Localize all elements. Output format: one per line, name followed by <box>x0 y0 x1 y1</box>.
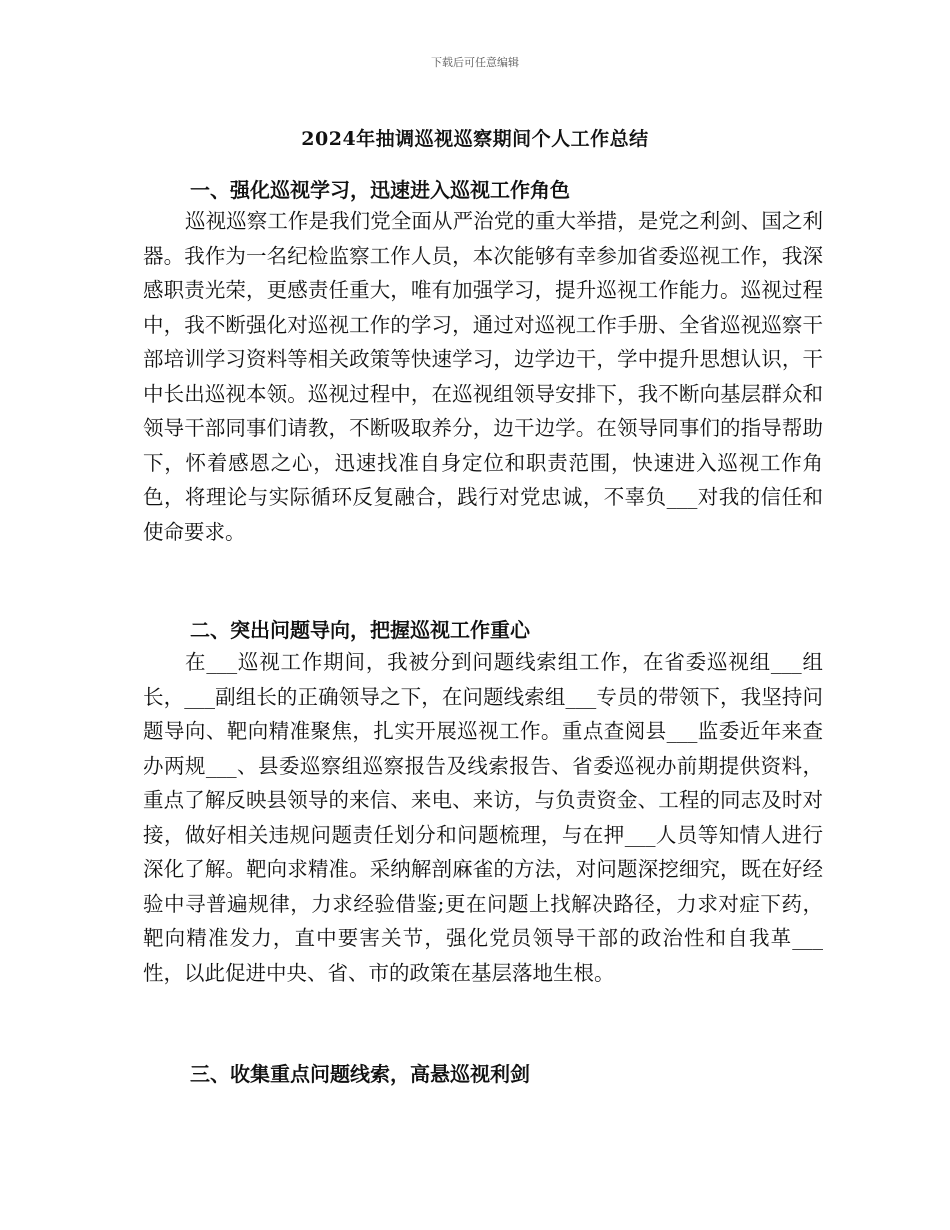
section-3-heading: 三、收集重点问题线索，高悬巡视利剑 <box>190 1062 530 1086</box>
document-title: 2024年抽调巡视巡察期间个人工作总结 <box>301 128 649 150</box>
section-2-paragraph: 在___巡视工作期间，我被分到问题线索组工作，在省委巡视组___组长，___副组长的正确领导之下，在问题线索组___专员的带领下，我坚持问题导向、靶向精准聚焦，扎实开展巡视工作。重点查阅县___监委近年来查办两规___、县委巡察组巡察报告及线索报告、省委巡视办前期提供资料，重点了解反映县领导的来信、来电、来访，与负责资金、工程的同志及时对接，做好相关违规问题责任划分和问题梳理，与在押___人员等知情人进行深化了解。靶向求精准。采纳解剖麻雀的方法，对问题深挖细究，既在好经验中寻普遍规律，力求经验借鉴;更在问题上找解决路径，力求对症下药，靶向精准发力，直中要害关节，强化党员领导干部的政治性和自我革___性，以此促进中央、省、市的政策在基层落地生根。 <box>143 650 823 985</box>
section-1-paragraph: 巡视巡察工作是我们党全面从严治党的重大举措，是党之利剑、国之利器。我作为一名纪检监察工作人员，本次能够有幸参加省委巡视工作，我深感职责光荣，更感责任重大，唯有加强学习，提升巡视工作能力。巡视过程中，我不断强化对巡视工作的学习，通过对巡视工作手册、全省巡视巡察干部培训学习资料等相关政策等快速学习，边学边干，学中提升思想认识，干中长出巡视本领。巡视过程中，在巡视组领导安排下，我不断向基层群众和领导干部同事们请教，不断吸取养分，边干边学。在领导同事们的指导帮助下，怀着感恩之心，迅速找准自身定位和职责范围，快速进入巡视工作角色，将理论与实际循环反复融合，践行对党忠诚，不辜负___对我的信任和使命要求。 <box>143 209 823 544</box>
header-note: 下载后可任意编辑 <box>431 56 519 69</box>
section-1-heading: 一、强化巡视学习，迅速进入巡视工作角色 <box>190 178 570 202</box>
section-2-heading: 二、突出问题导向，把握巡视工作重心 <box>190 618 530 642</box>
